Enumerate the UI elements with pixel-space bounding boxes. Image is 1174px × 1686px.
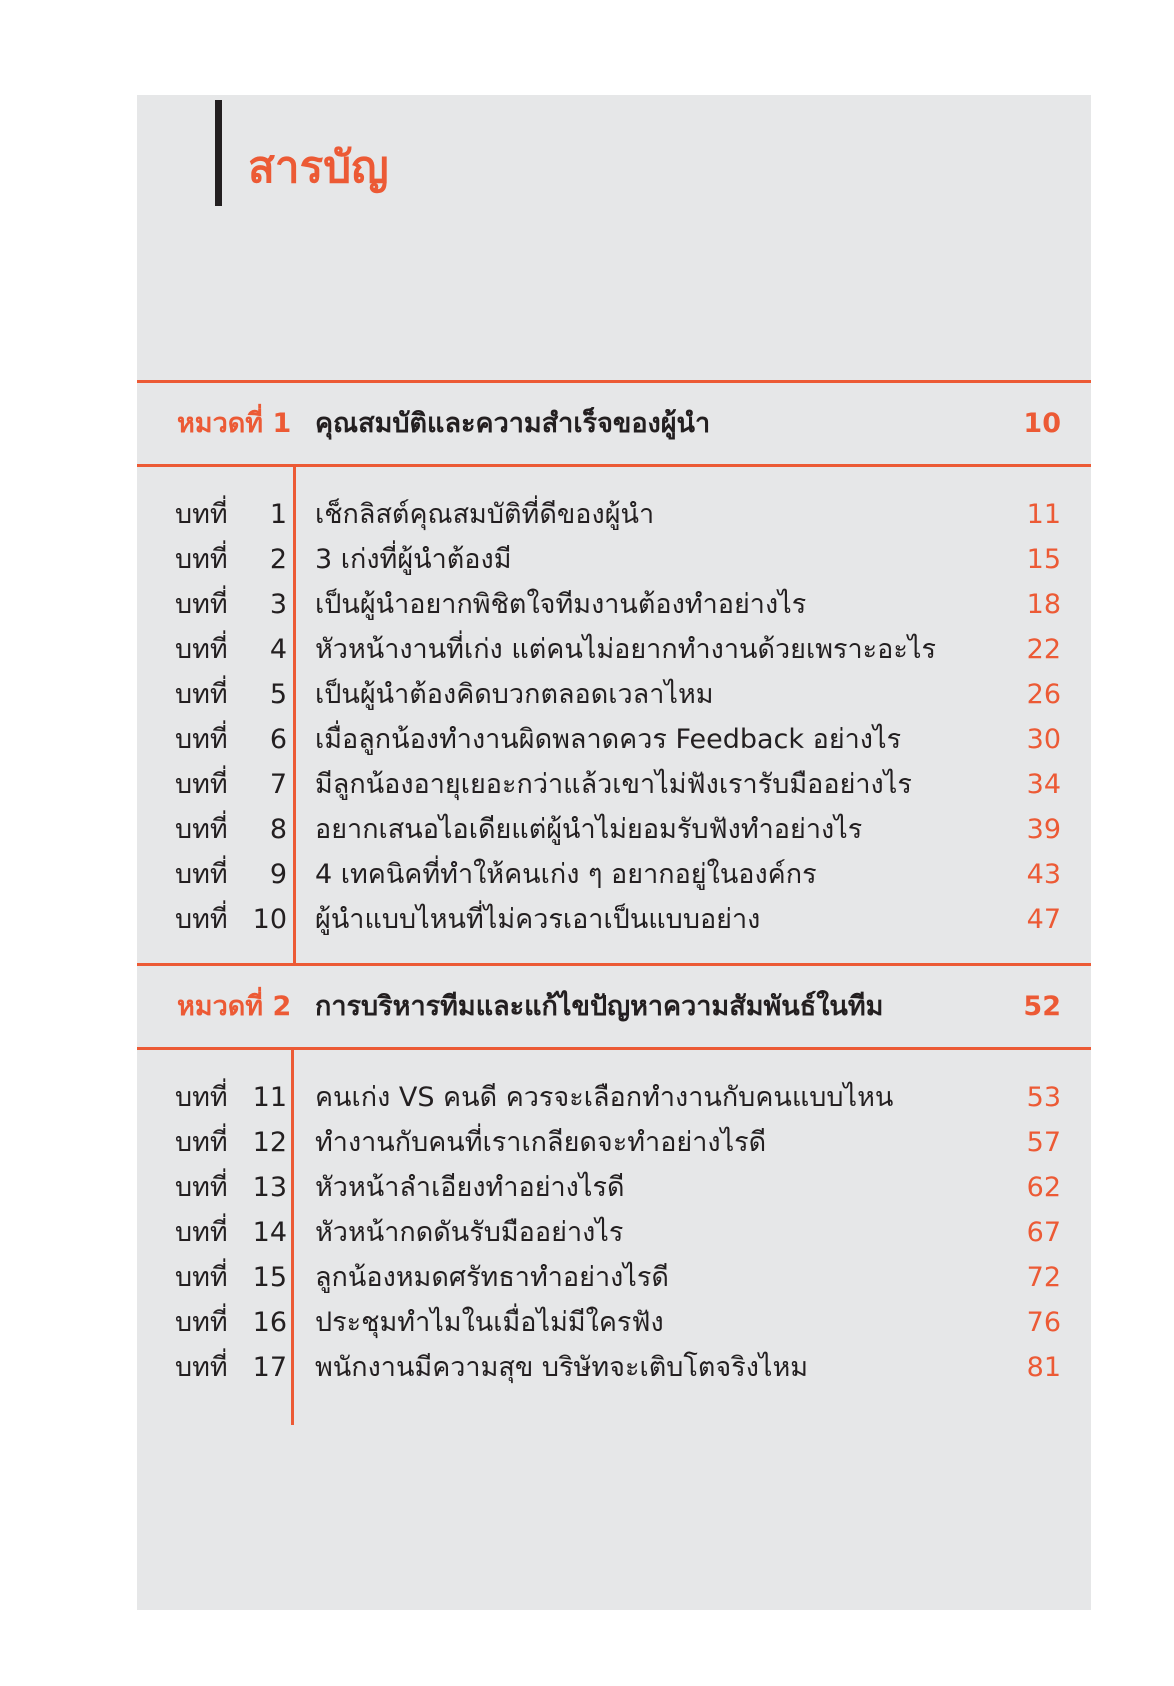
part-1-label: หมวดที่ 1 (177, 408, 292, 439)
chapter-page: 22 (1026, 634, 1061, 665)
chapter-title: 3 เก่งที่ผู้นำต้องมี (315, 544, 512, 575)
chapter-page: 76 (1026, 1307, 1061, 1338)
chapter-number: 3 (269, 589, 287, 620)
part-2-header (137, 966, 1091, 1048)
chapter-number: 16 (252, 1307, 287, 1338)
chapter-title: หัวหน้างานที่เก่ง แต่คนไม่อยากทำงานด้วยเพราะอะไร (315, 634, 936, 665)
chapter-word: บทที่ (175, 499, 228, 530)
chapter-word: บทที่ (175, 544, 228, 575)
chapter-title: 4 เทคนิคที่ทำให้คนเก่ง ๆ อยากอยู่ในองค์กร (315, 859, 817, 890)
chapter-row[interactable] (137, 762, 1091, 807)
chapter-number: 10 (252, 904, 287, 935)
chapter-row[interactable] (137, 627, 1091, 672)
chapter-page: 53 (1026, 1082, 1061, 1113)
chapter-row[interactable] (137, 492, 1091, 537)
chapter-word: บทที่ (175, 859, 228, 890)
chapter-row[interactable] (137, 1165, 1091, 1210)
chapter-page: 39 (1026, 814, 1061, 845)
chapter-page: 67 (1026, 1217, 1061, 1248)
chapter-page: 26 (1026, 679, 1061, 710)
chapter-title: ประชุมทำไมในเมื่อไม่มีใครฟัง (315, 1307, 664, 1338)
chapter-page: 81 (1026, 1352, 1061, 1383)
chapter-number: 2 (269, 544, 287, 575)
chapter-row[interactable] (137, 672, 1091, 717)
chapter-number: 5 (269, 679, 287, 710)
chapter-row[interactable] (137, 1300, 1091, 1345)
chapter-number: 15 (252, 1262, 287, 1293)
chapter-page: 62 (1026, 1172, 1061, 1203)
chapter-word: บทที่ (175, 1082, 228, 1113)
chapter-title: ทำงานกับคนที่เราเกลียดจะทำอย่างไรดี (315, 1127, 767, 1158)
chapter-number: 6 (269, 724, 287, 755)
chapter-title: เมื่อลูกน้องทำงานผิดพลาดควร Feedback อย่างไร (315, 724, 902, 755)
chapter-title: มีลูกน้องอายุเยอะกว่าแล้วเขาไม่ฟังเรารับมืออย่างไร (315, 769, 912, 800)
chapter-page: 15 (1026, 544, 1061, 575)
chapter-number: 7 (269, 769, 287, 800)
chapter-page: 30 (1026, 724, 1061, 755)
part-2-title: การบริหารทีมและแก้ไขปัญหาความสัมพันธ์ในทีม (315, 991, 884, 1022)
chapter-page: 43 (1026, 859, 1061, 890)
chapter-title: หัวหน้ากดดันรับมืออย่างไร (315, 1217, 624, 1248)
chapter-word: บทที่ (175, 1262, 228, 1293)
chapter-title: พนักงานมีความสุข บริษัทจะเติบโตจริงไหม (315, 1352, 809, 1383)
chapter-word: บทที่ (175, 1352, 228, 1383)
chapter-title: เป็นผู้นำต้องคิดบวกตลอดเวลาไหม (315, 679, 714, 710)
chapter-word: บทที่ (175, 679, 228, 710)
chapter-number: 9 (269, 859, 287, 890)
chapter-page: 18 (1026, 589, 1061, 620)
chapter-word: บทที่ (175, 1172, 228, 1203)
chapter-word: บทที่ (175, 769, 228, 800)
part-1-page: 10 (1023, 408, 1061, 439)
chapter-word: บทที่ (175, 904, 228, 935)
chapter-page: 34 (1026, 769, 1061, 800)
chapter-word: บทที่ (175, 1217, 228, 1248)
chapter-number: 8 (269, 814, 287, 845)
part-2-label: หมวดที่ 2 (177, 991, 292, 1022)
chapter-row[interactable] (137, 1345, 1091, 1390)
chapter-row[interactable] (137, 582, 1091, 627)
chapter-number: 12 (252, 1127, 287, 1158)
part-2-page: 52 (1023, 991, 1061, 1022)
chapter-word: บทที่ (175, 814, 228, 845)
chapter-title: คนเก่ง VS คนดี ควรจะเลือกทำงานกับคนแบบไหน (315, 1082, 894, 1113)
part-1-header (137, 383, 1091, 465)
chapter-row[interactable] (137, 717, 1091, 762)
chapter-number: 1 (269, 499, 287, 530)
chapter-word: บทที่ (175, 1127, 228, 1158)
chapter-row[interactable] (137, 897, 1091, 942)
chapter-page: 11 (1026, 499, 1061, 530)
chapter-number: 17 (252, 1352, 287, 1383)
part-2-chapter-list (137, 1075, 1091, 1390)
chapter-title: หัวหน้าลำเอียงทำอย่างไรดี (315, 1172, 625, 1203)
chapter-page: 72 (1026, 1262, 1061, 1293)
chapter-row[interactable] (137, 807, 1091, 852)
chapter-word: บทที่ (175, 724, 228, 755)
part-1-chapter-list (137, 492, 1091, 942)
part-1-title: คุณสมบัติและความสำเร็จของผู้นำ (315, 408, 711, 439)
chapter-number: 14 (252, 1217, 287, 1248)
chapter-word: บทที่ (175, 1307, 228, 1338)
chapter-page: 47 (1026, 904, 1061, 935)
title-accent-bar (215, 100, 222, 206)
chapter-row[interactable] (137, 1075, 1091, 1120)
chapter-title: เช็กลิสต์คุณสมบัติที่ดีของผู้นำ (315, 499, 655, 530)
chapter-title: ลูกน้องหมดศรัทธาทำอย่างไรดี (315, 1262, 669, 1293)
chapter-number: 11 (252, 1082, 287, 1113)
part-1-bottom-rule (137, 464, 1091, 467)
chapter-title: ผู้นำแบบไหนที่ไม่ควรเอาเป็นแบบอย่าง (315, 904, 761, 935)
chapter-row[interactable] (137, 852, 1091, 897)
chapter-number: 4 (269, 634, 287, 665)
chapter-row[interactable] (137, 1255, 1091, 1300)
part-2-bottom-rule (137, 1047, 1091, 1050)
chapter-title: เป็นผู้นำอยากพิชิตใจทีมงานต้องทำอย่างไร (315, 589, 807, 620)
chapter-row[interactable] (137, 1120, 1091, 1165)
chapter-row[interactable] (137, 1210, 1091, 1255)
chapter-row[interactable] (137, 537, 1091, 582)
chapter-word: บทที่ (175, 634, 228, 665)
chapter-page: 57 (1026, 1127, 1061, 1158)
page-title: สารบัญ (248, 142, 389, 193)
chapter-number: 13 (252, 1172, 287, 1203)
chapter-title: อยากเสนอไอเดียแต่ผู้นำไม่ยอมรับฟังทำอย่างไร (315, 814, 863, 845)
chapter-word: บทที่ (175, 589, 228, 620)
